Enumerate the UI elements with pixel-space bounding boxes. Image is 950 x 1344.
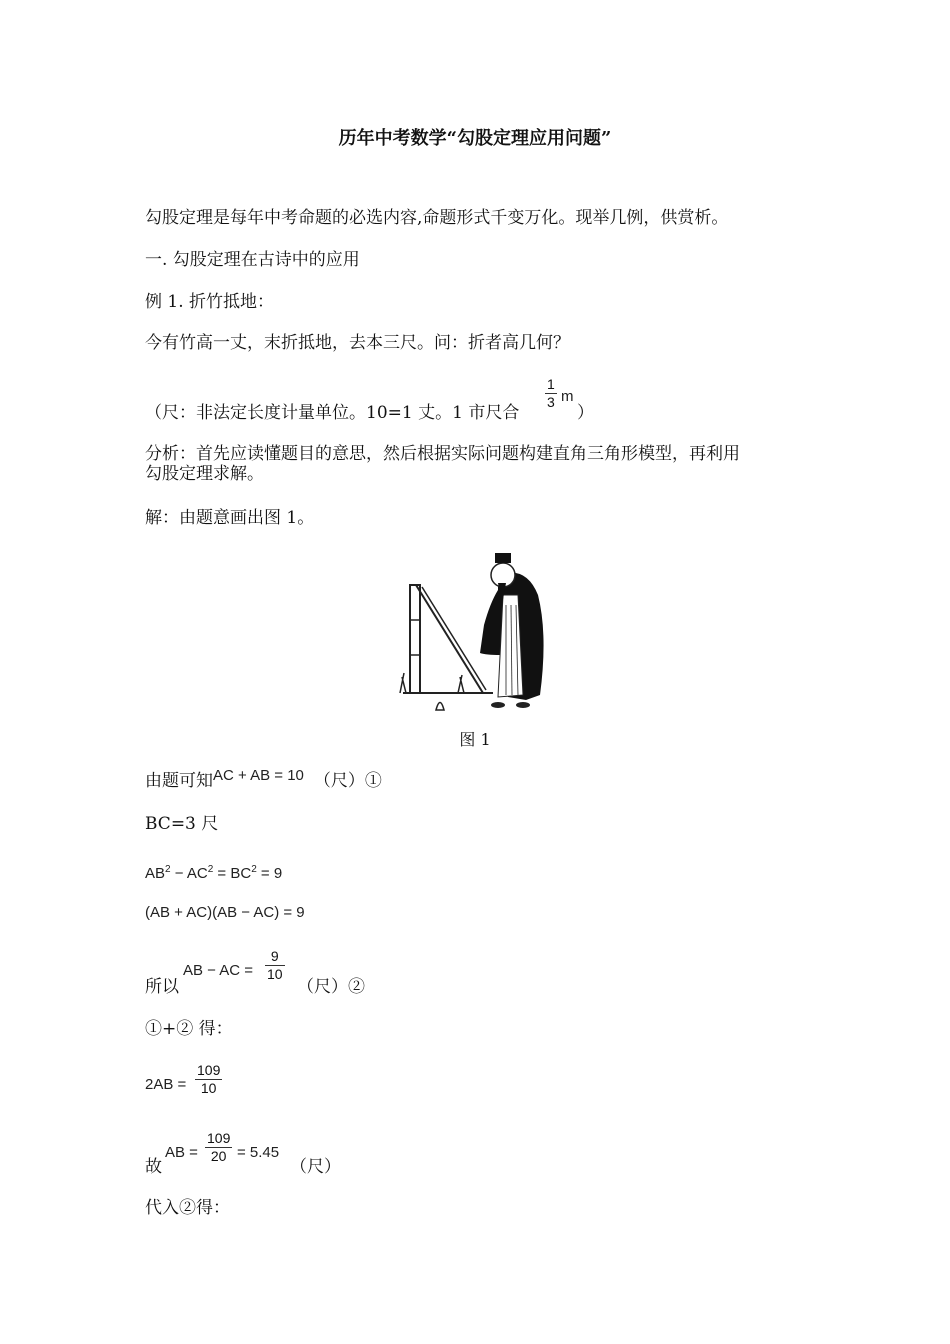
fraction-denominator: 3: [547, 394, 555, 410]
equation-4-fraction: [265, 948, 285, 983]
eq2-eq: = BC: [213, 865, 252, 882]
figure-caption: 图 1: [459, 730, 491, 749]
problem-text: 今有竹高一丈，末折抵地，去本三尺。问：折者高几何？: [145, 333, 570, 353]
equation-1-line: [145, 767, 382, 793]
equation-1-suffix: （尺）①: [313, 771, 382, 791]
substitute-text: 代入②得：: [145, 1198, 230, 1218]
equation-4-prefix: 所以: [145, 977, 179, 997]
fraction-numerator: 1: [547, 376, 555, 392]
intro-paragraph: 勾股定理是每年中考命题的必选内容,命题形式千变万化。现举几例，供赏析。: [145, 208, 729, 228]
section-heading: 一. 勾股定理在古诗中的应用: [145, 250, 360, 270]
equation-5: 2AB =: [145, 1076, 187, 1093]
equation-6-value: = 5.45: [237, 1144, 280, 1161]
analysis-line-2: 勾股定理求解。: [145, 464, 264, 484]
unit-symbol: m: [561, 388, 574, 405]
unit-note-close: ）: [577, 403, 594, 423]
eq5-denominator: 10: [200, 1080, 217, 1096]
solution-text: 解：由题意画出图 1。: [145, 508, 315, 528]
equation-4: AB − AC =: [183, 962, 254, 979]
equation-6-suffix: （尺）: [290, 1157, 341, 1177]
eq2-minus: − AC: [170, 865, 208, 882]
eq2-exp-2: 2: [207, 864, 214, 875]
equation-2: [145, 859, 282, 885]
eq4-numerator: 9: [265, 948, 285, 966]
bc-value: BC=3 尺: [145, 814, 219, 834]
eq2-end: = 9: [256, 865, 283, 882]
eq6-numerator: 109: [207, 1130, 231, 1146]
analysis-line-1: 分析：首先应读懂题目的意思，然后根据实际问题构建直角三角形模型，再利用: [145, 444, 740, 464]
document-title: 历年中考数学“勾股定理应用问题”: [338, 128, 612, 149]
eq2-exp-1: 2: [165, 864, 171, 875]
equation-3: (AB + AC)(AB − AC) = 9: [145, 904, 305, 921]
equation-6: AB =: [165, 1144, 198, 1161]
eq5-numerator: 109: [197, 1062, 221, 1078]
equation-4-suffix: （尺）②: [297, 977, 365, 997]
figure-1-illustration: [398, 545, 558, 720]
equation-1-prefix: 由题可知: [145, 771, 213, 791]
example-heading: 例 1. 折竹抵地：: [145, 292, 275, 312]
unit-fraction: [545, 376, 557, 411]
equation-1: AC + AB = 10: [213, 767, 304, 784]
unit-note-text: （尺：非法定长度计量单位。10=1 丈。1 市尺合: [145, 403, 520, 423]
eq4-denominator: 10: [267, 966, 283, 982]
eq2-exp-3: 2: [251, 864, 257, 875]
step-text: ①+② 得：: [145, 1019, 233, 1039]
eq2-ab: AB: [145, 865, 166, 882]
equation-6-prefix: 故: [145, 1157, 162, 1177]
equation-5-fraction: [195, 1062, 222, 1097]
bamboo-scholar-drawing: [398, 545, 558, 720]
equation-6-fraction: [205, 1130, 232, 1165]
eq6-denominator: 20: [210, 1148, 227, 1164]
